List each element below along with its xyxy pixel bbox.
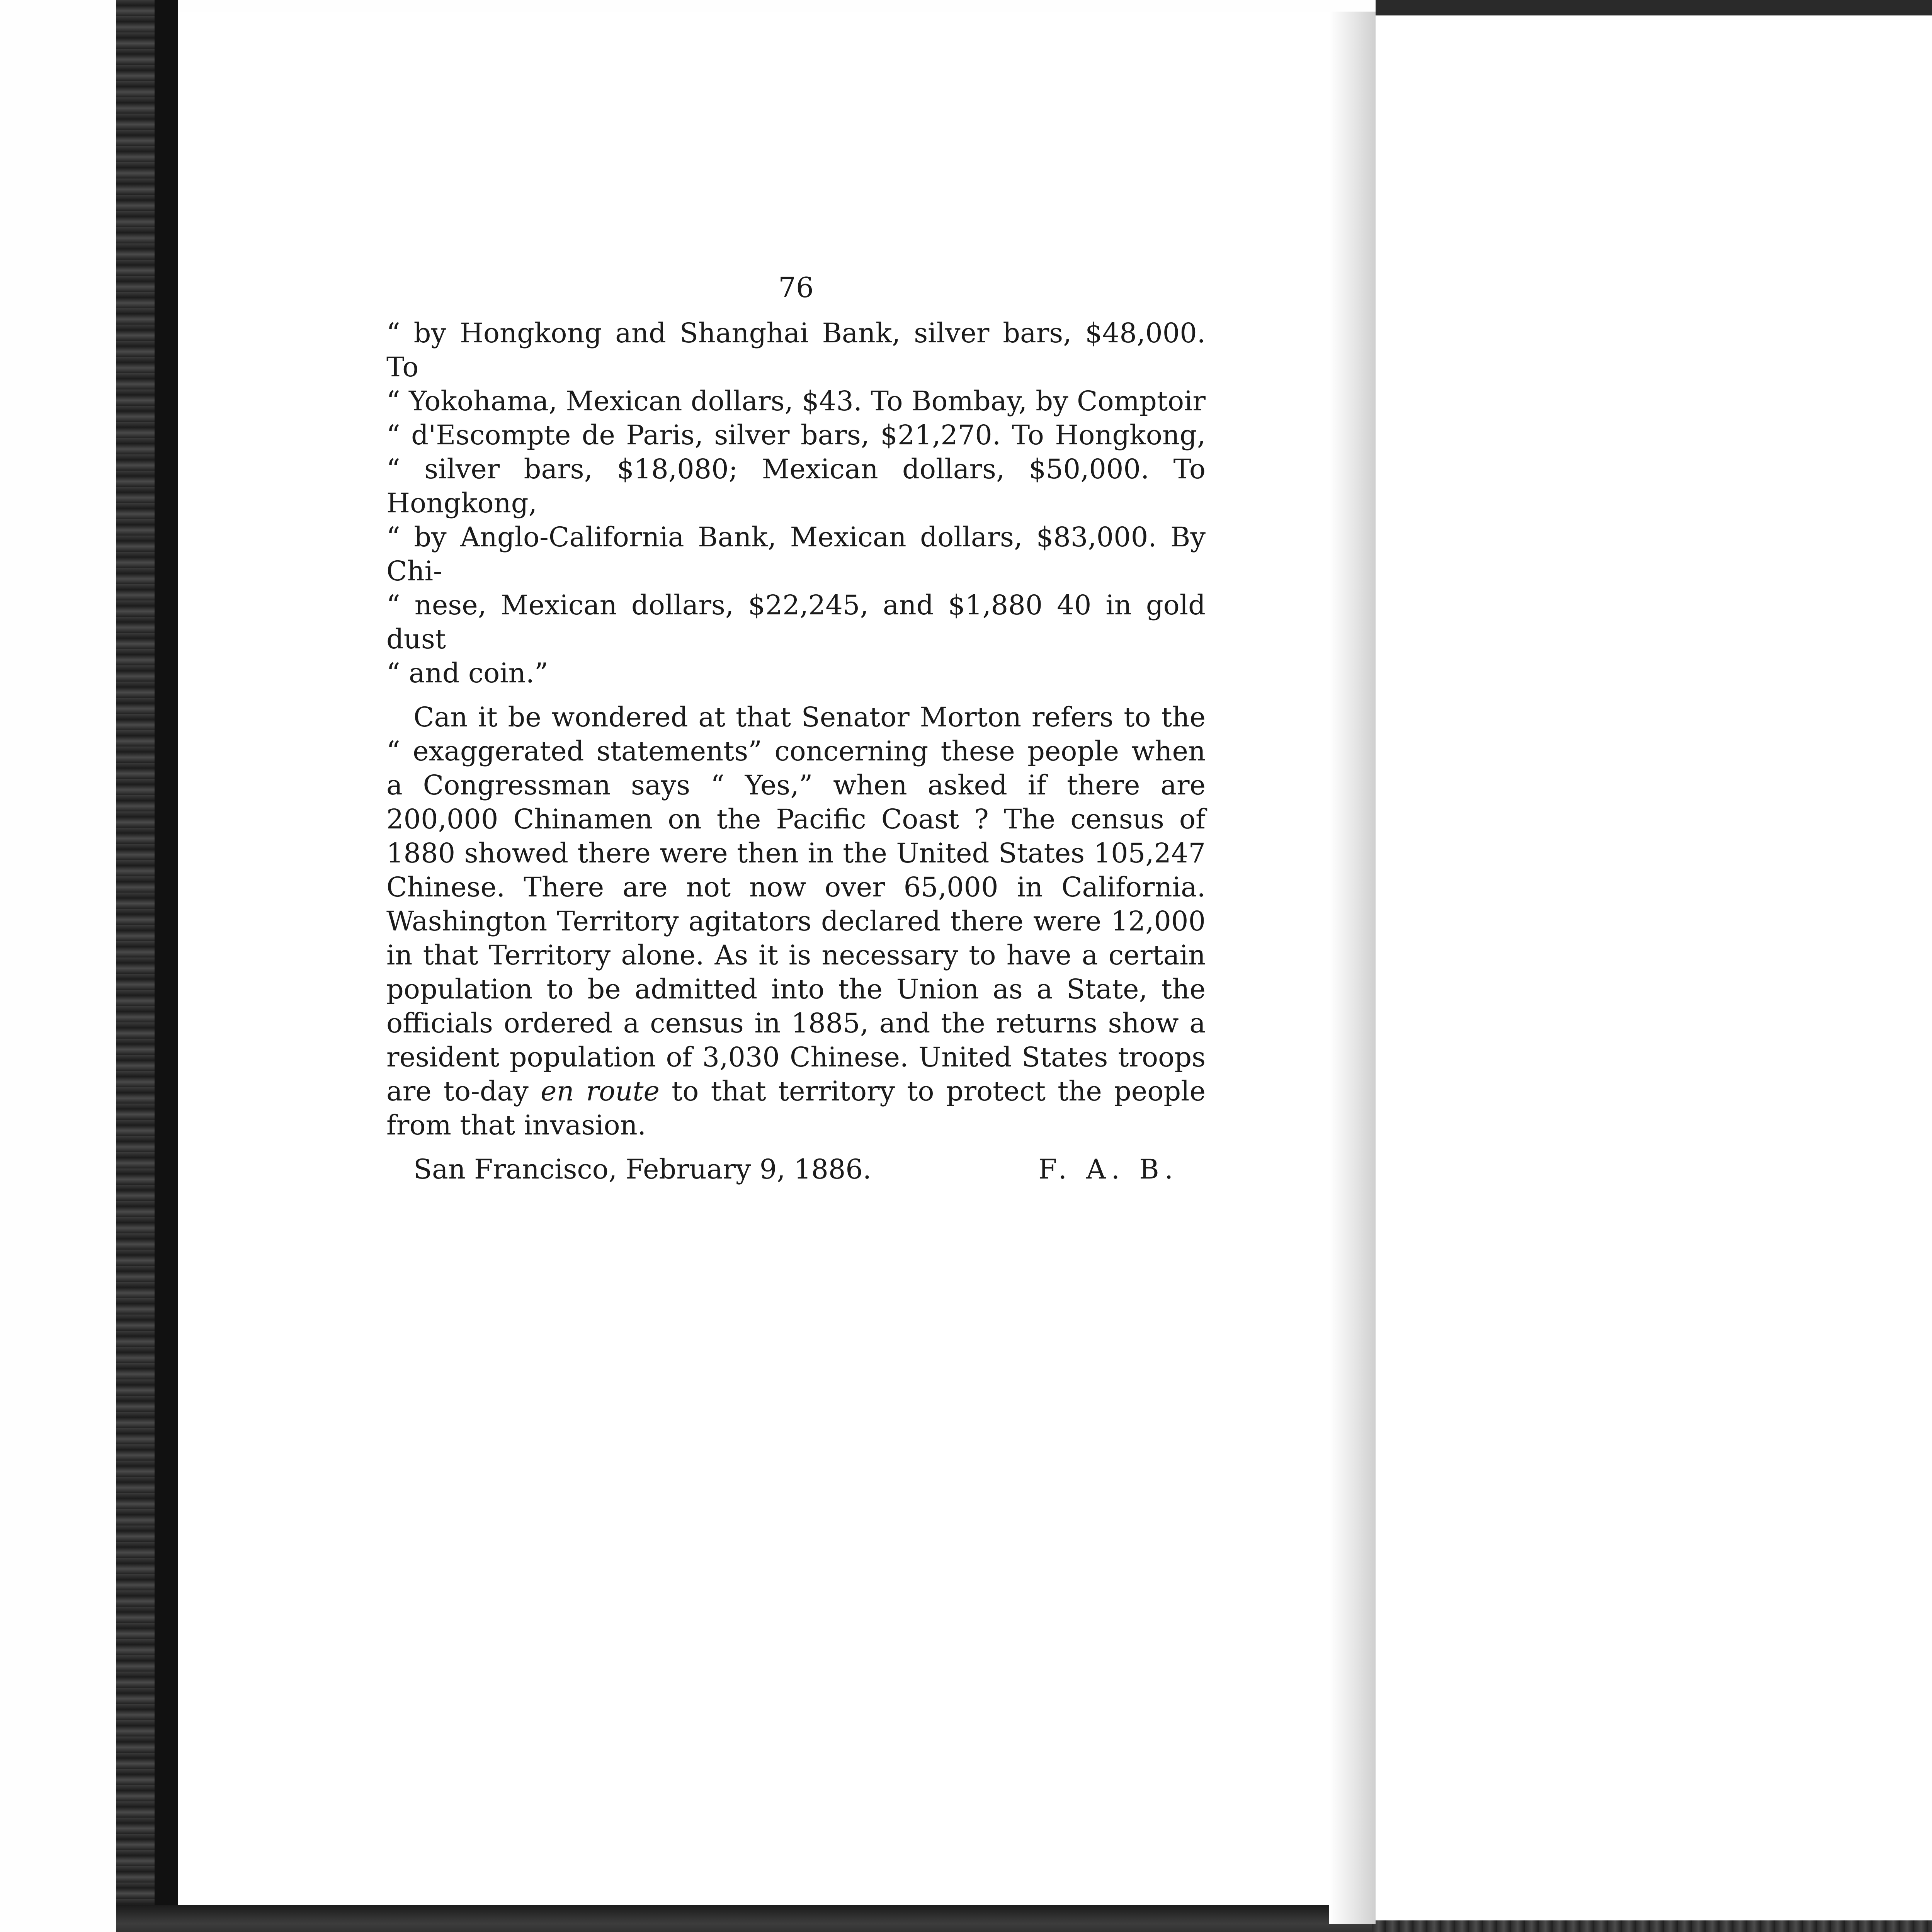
book-cover-bottom-edge-right — [1372, 1920, 1932, 1932]
quote-line: “ Yokohama, Mexican dollars, $43. To Bombay, by Comptoir — [386, 385, 1206, 417]
page-text — [386, 270, 1206, 1186]
book-cover-bottom-edge — [116, 1905, 1372, 1932]
quote-line: “ silver bars, $18,080; Mexican dollars, $50,000. To Hongkong, — [386, 453, 1206, 519]
quote-line: “ d'Escompte de Paris, silver bars, $21,270. To Hongkong, — [386, 419, 1206, 451]
body-paragraph — [386, 700, 1206, 1142]
quote-line: “ nese, Mexican dollars, $22,245, and $1,880 40 in gold dust — [386, 589, 1206, 655]
italic-phrase: en route — [541, 1075, 660, 1107]
author-initials: F. A. B. — [1038, 1153, 1179, 1185]
quotation-paragraph — [386, 316, 1206, 690]
book-spine-shadow — [155, 0, 178, 1917]
quote-line: “ and coin.” — [386, 657, 548, 689]
page-number: 76 — [778, 271, 814, 304]
body-text: Can it be wondered at that Senator Morton refers to the “ exaggerated statements” concerning these people when a Congressman says “ Yes,” when asked if there are 200,000 Chinamen on the Pacific Coast ? The census of 1880 showed there were then in the United States 105,247 Chinese. There are not now over 65,000 in California. Washington Territory agitators declared there were 12,000 in that Territory alone. As it is necessary to have a certain population to be admitted into the Union as a State, the officials ordered a census in 1885, and the returns show a resident population of 3,030 Chinese. United States troops are to-day — [386, 701, 1206, 1107]
body-text-end: to that territory to protect the people from that invasion. — [386, 1075, 1206, 1141]
page-gutter — [1329, 12, 1376, 1924]
book-page-right — [1376, 15, 1932, 1920]
book-top-edge — [1376, 0, 1932, 15]
place-date: San Francisco, February 9, 1886. — [413, 1153, 872, 1185]
signature-line — [386, 1152, 1206, 1186]
quote-line: “ by Hongkong and Shanghai Bank, silver bars, $48,000. To — [386, 317, 1206, 383]
quote-line: “ by Anglo-California Bank, Mexican dollars, $83,000. By Chi- — [386, 521, 1206, 587]
